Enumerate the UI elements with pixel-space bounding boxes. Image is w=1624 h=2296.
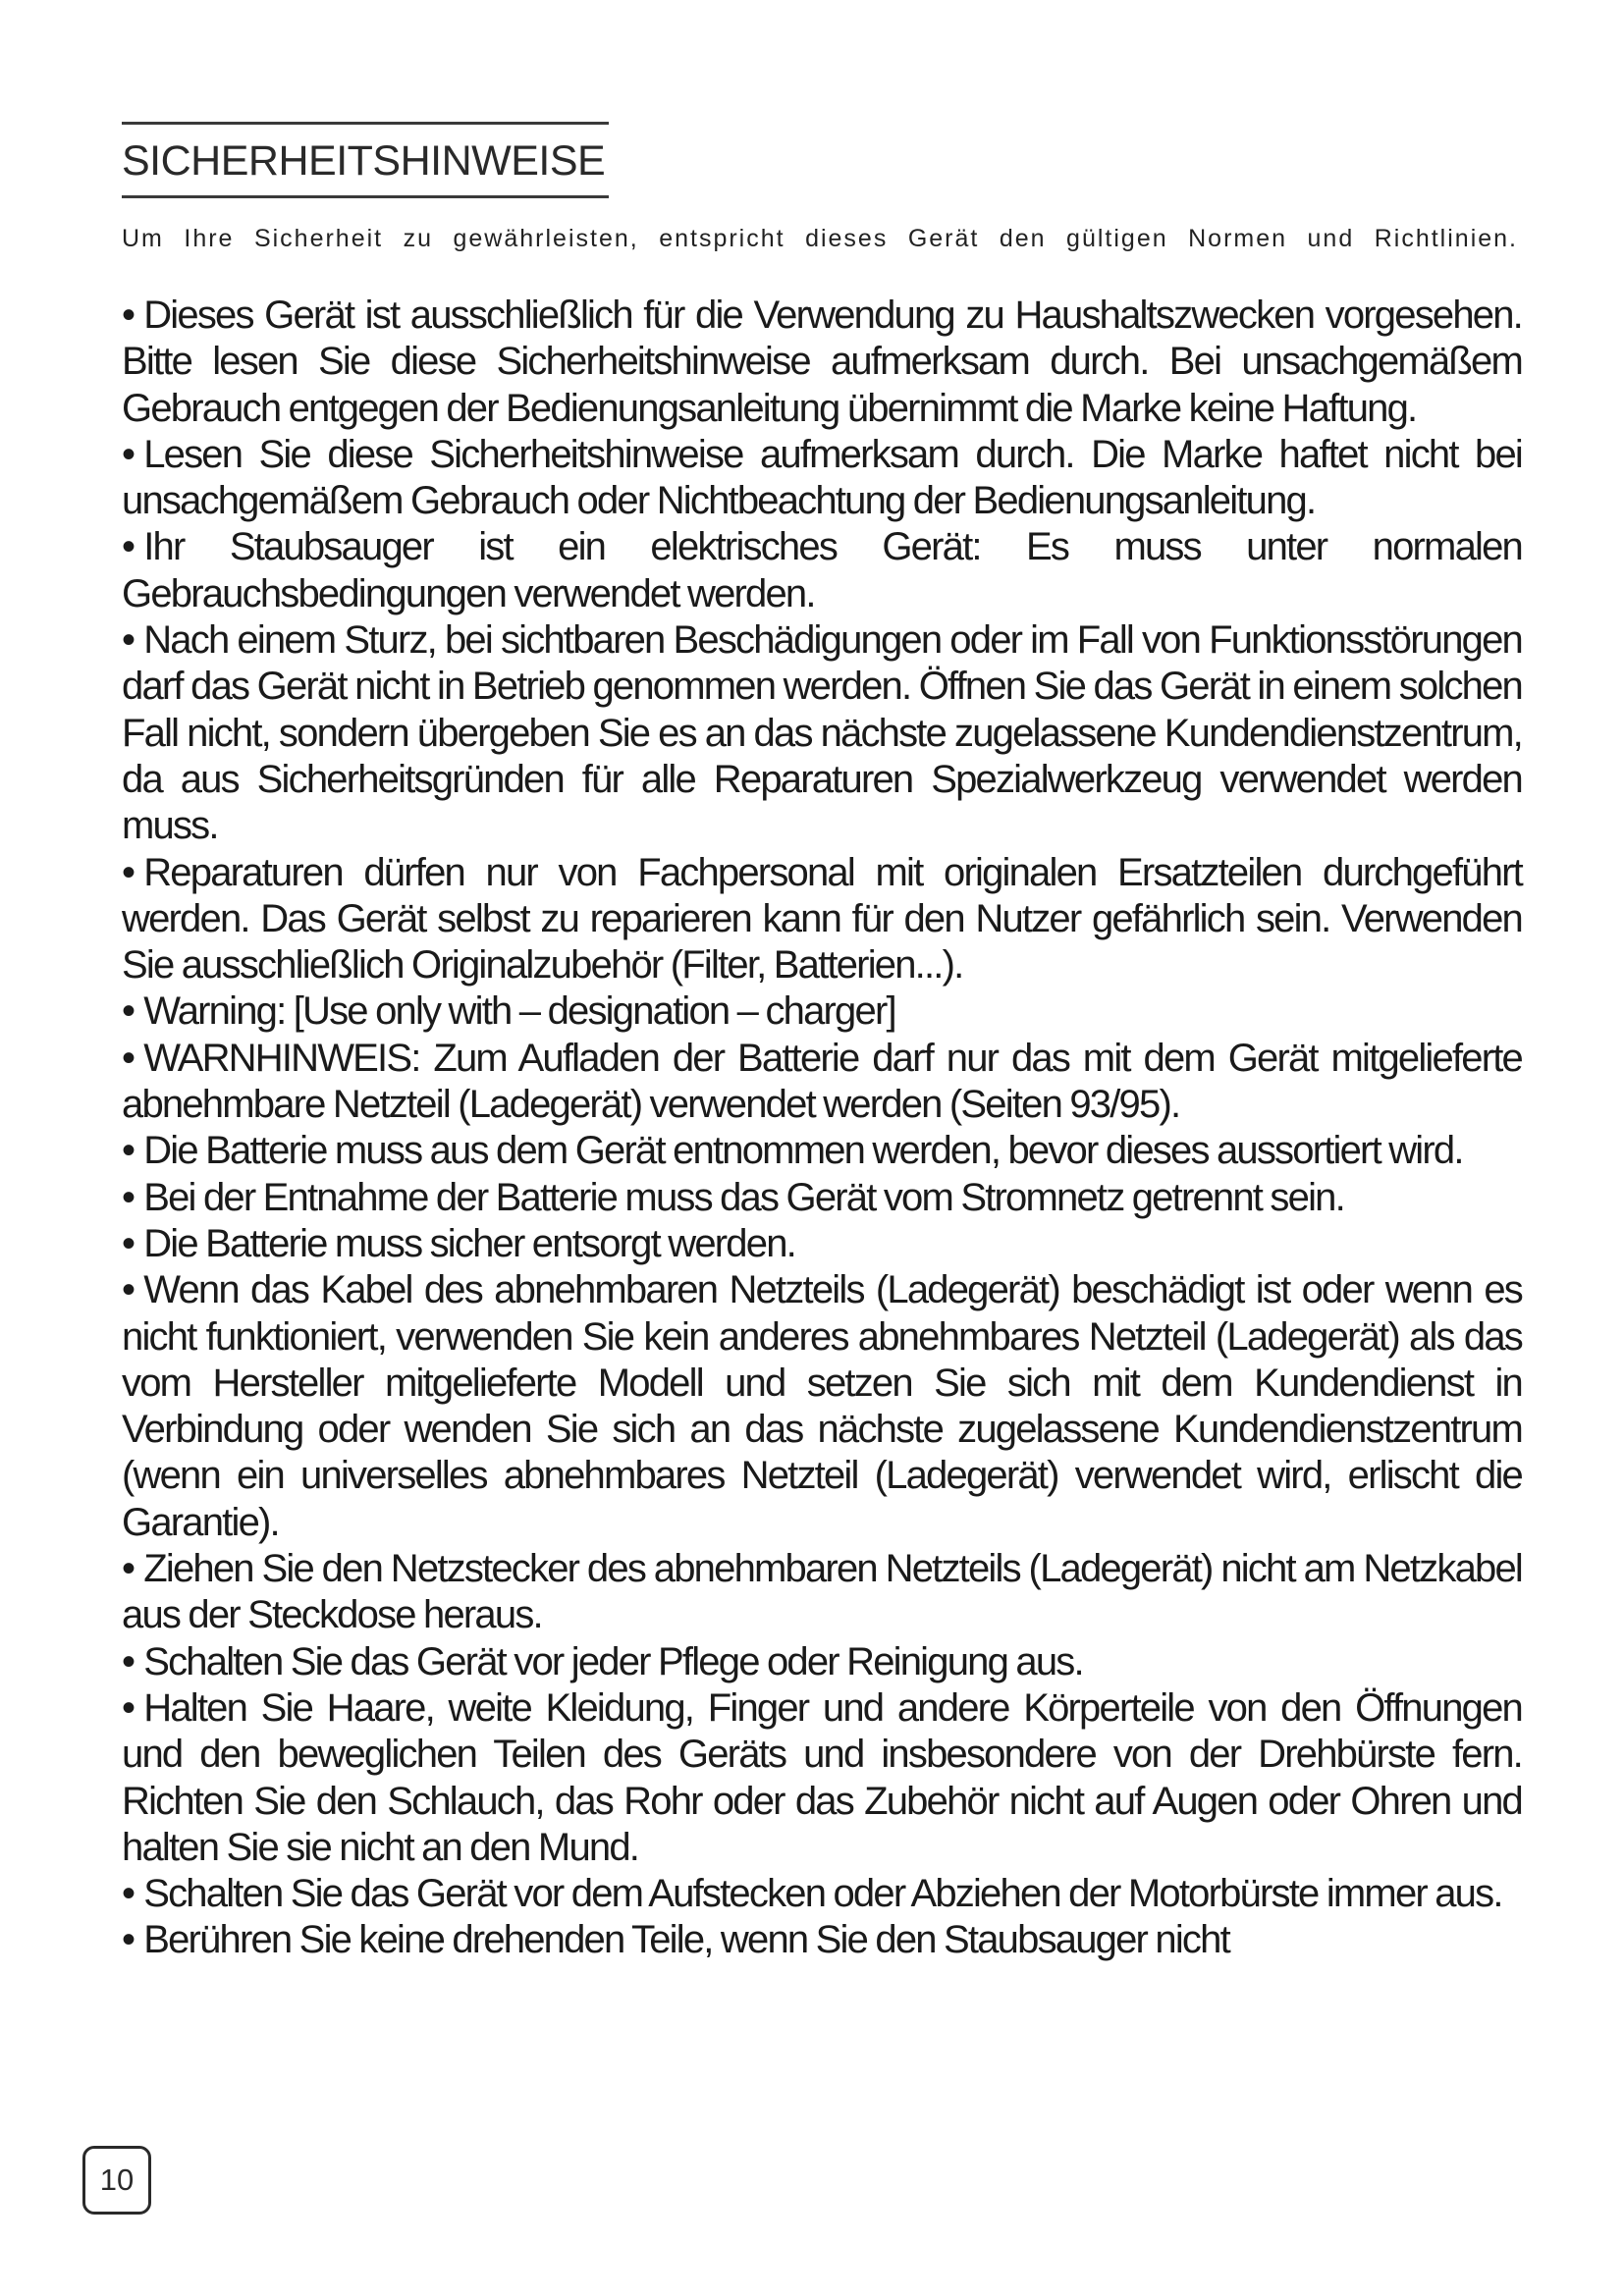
bullet-icon: • xyxy=(122,432,135,476)
list-item-text: Warning: [Use only with – designation – charger] xyxy=(143,989,895,1034)
bullet-icon: • xyxy=(122,1872,135,1916)
bullet-icon: • xyxy=(122,294,135,337)
bullet-icon: • xyxy=(122,1547,135,1591)
list-item-text: Die Batterie muss aus dem Gerät entnommen werden, bevor dieses aussortiert wird. xyxy=(143,1129,1463,1173)
bullet-icon: • xyxy=(122,1639,135,1683)
list-item xyxy=(122,524,1522,617)
list-item xyxy=(122,1267,1522,1546)
bullet-icon: • xyxy=(122,1268,135,1312)
list-item xyxy=(122,1128,1522,1174)
list-item xyxy=(122,1546,1522,1639)
list-item xyxy=(122,293,1522,432)
list-item-text: Reparaturen dürfen nur von Fachpersonal mit originalen Ersatzteilen durchgeführt werden. Das Gerät selbst zu reparieren kann für den Nutzer gefährlich sein. Verwenden Sie ausschließlich Originalzubehör (Filter, Batterien...). xyxy=(122,850,1522,988)
list-item-text: Schalten Sie das Gerät vor jeder Pflege oder Reinigung aus. xyxy=(143,1639,1083,1683)
list-item-text: Nach einem Sturz, bei sichtbaren Beschädigungen oder im Fall von Funktionsstörungen darf das Gerät nicht in Betrieb genommen werden. Öffnen Sie das Gerät in einem solchen Fall nicht, sondern übergeben Sie es an das nächste zugelassene Kundendienstzentrum, da aus Sicherheitsgründen für alle Reparaturen Spezialwerkzeug verwendet werden muss. xyxy=(122,618,1522,848)
bullet-icon: • xyxy=(122,989,135,1034)
bullet-icon: • xyxy=(122,1221,135,1265)
list-item xyxy=(122,1175,1522,1221)
bullet-icon: • xyxy=(122,1918,135,1962)
list-item-text: Berühren Sie keine drehenden Teile, wenn Sie den Staubsauger nicht xyxy=(143,1918,1229,1962)
bullet-icon: • xyxy=(122,1129,135,1173)
bullet-icon: • xyxy=(122,1175,135,1219)
list-item-text: WARNHINWEIS: Zum Aufladen der Batterie darf nur das mit dem Gerät mitgelieferte abnehmbare Netzteil (Ladegerät) verwendet werden (Seiten 93/95). xyxy=(122,1036,1522,1127)
list-item-text: Halten Sie Haare, weite Kleidung, Finger und andere Körperteile von den Öffnungen und den beweglichen Teilen des Geräts und insbesondere von der Drehbürste fern. Richten Sie den Schlauch, das Rohr oder das Zubehör nicht auf Augen oder Ohren und halten Sie sie nicht an den Mund. xyxy=(122,1685,1522,1869)
title-rule-bottom xyxy=(122,195,609,198)
list-item-text: Ziehen Sie den Netzstecker des abnehmbaren Netzteils (Ladegerät) nicht am Netzkabel aus der Steckdose heraus. xyxy=(122,1547,1522,1637)
bullet-icon: • xyxy=(122,1685,135,1730)
list-item-text: Die Batterie muss sicher entsorgt werden. xyxy=(143,1221,795,1265)
list-item xyxy=(122,1685,1522,1871)
list-item xyxy=(122,988,1522,1035)
list-item-text: Wenn das Kabel des abnehmbaren Netzteils (Ladegerät) beschädigt ist oder wenn es nicht funktioniert, verwenden Sie kein anderes abnehmbares Netzteil (Ladegerät) als das vom Hersteller mitgelieferte Modell und setzen Sie sich mit dem Kundendienst in Verbindung oder wenden Sie sich an das nächste zugelassene Kundendienstzentrum (wenn ein universelles abnehmbares Netzteil (Ladegerät) verwendet wird, erlischt die Garantie). xyxy=(122,1268,1522,1544)
list-item xyxy=(122,1221,1522,1267)
list-item-text: Lesen Sie diese Sicherheitshinweise aufmerksam durch. Die Marke haftet nicht bei unsachgemäßem Gebrauch oder Nichtbeachtung der Bedienungsanleitung. xyxy=(122,432,1522,523)
list-item xyxy=(122,1639,1522,1685)
list-item xyxy=(122,1871,1522,1917)
list-item xyxy=(122,432,1522,525)
page-number: 10 xyxy=(82,2146,151,2215)
list-item-text: Ihr Staubsauger ist ein elektrisches Gerät: Es muss unter normalen Gebrauchsbedingungen verwendet werden. xyxy=(122,525,1522,615)
list-item xyxy=(122,1036,1522,1129)
list-item-text: Dieses Gerät ist ausschließlich für die Verwendung zu Haushaltszwecken vorgesehen. Bitte lesen Sie diese Sicherheitshinweise aufmerksam durch. Bei unsachgemäßem Gebrauch entgegen der Bedienungsanleitung übernimmt die Marke keine Haftung. xyxy=(122,294,1522,430)
list-item xyxy=(122,1917,1522,1963)
bullet-icon: • xyxy=(122,850,135,894)
list-item xyxy=(122,617,1522,849)
safety-instructions-list xyxy=(122,293,1522,1964)
list-item-text: Bei der Entnahme der Batterie muss das Gerät vom Stromnetz getrennt sein. xyxy=(143,1175,1344,1219)
section-title: SICHERHEITSHINWEISE xyxy=(122,137,606,185)
bullet-icon: • xyxy=(122,618,135,663)
intro-text: Um Ihre Sicherheit zu gewährleisten, entspricht dieses Gerät den gültigen Normen und Richtlinien. xyxy=(122,225,1518,252)
list-item-text: Schalten Sie das Gerät vor dem Aufstecken oder Abziehen der Motorbürste immer aus. xyxy=(143,1872,1502,1916)
title-rule-top xyxy=(122,122,609,125)
bullet-icon: • xyxy=(122,1036,135,1080)
list-item xyxy=(122,850,1522,989)
bullet-icon: • xyxy=(122,525,135,569)
